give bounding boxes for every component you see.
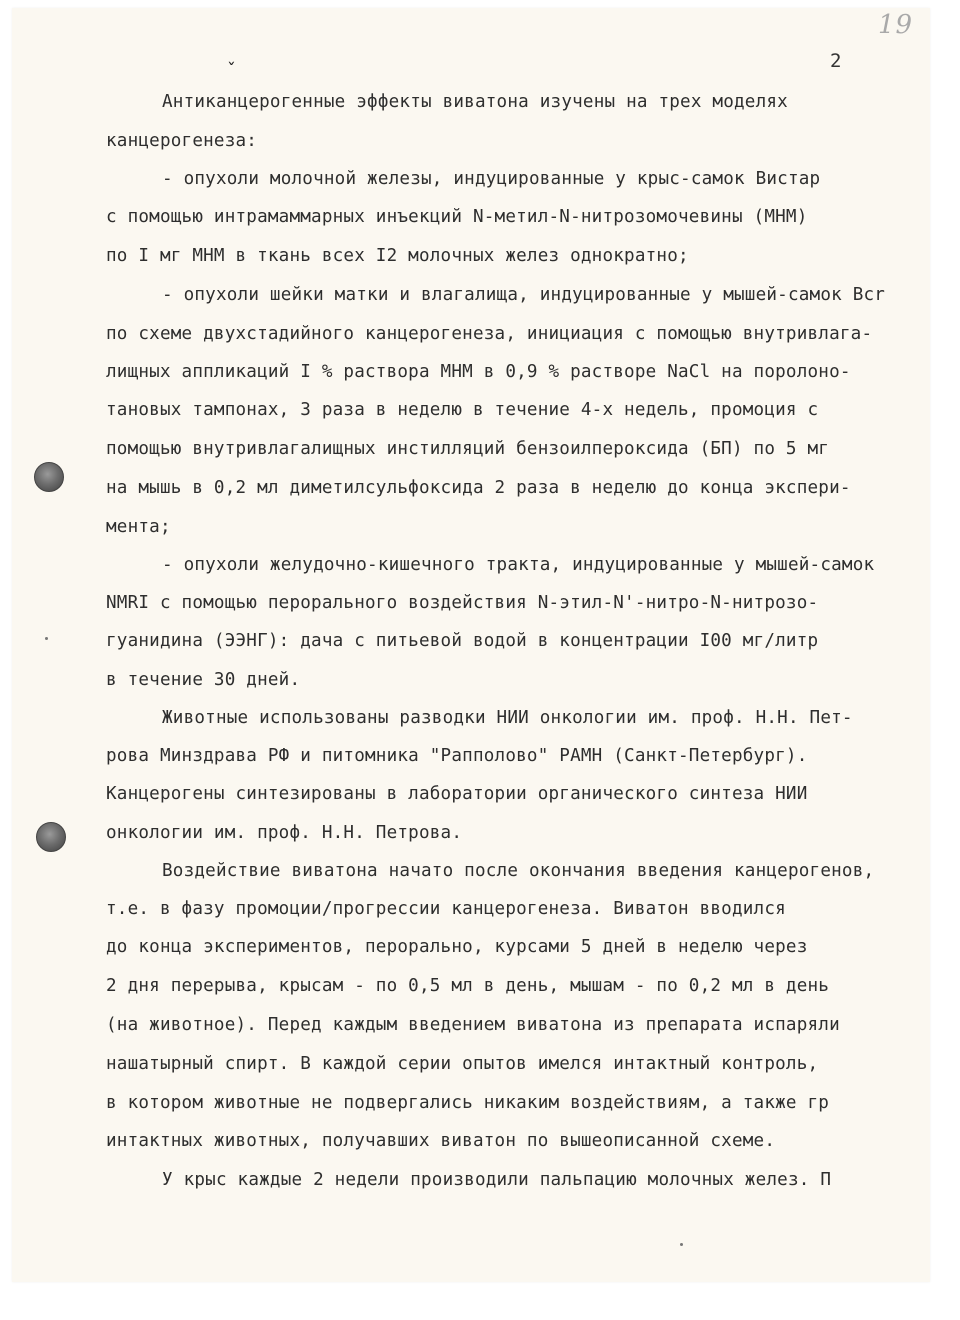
text-line: онкологии им. проф. Н.Н. Петрова. (106, 823, 463, 843)
text-line: NMRI с помощью перорального воздействия N-этил-N'-нитро-N-нитрозо- (106, 593, 819, 613)
text-line: нашатырный спирт. В каждой серии опытов имелся интактный контроль, (106, 1054, 819, 1074)
text-line: (на животное). Перед каждым введением виватона из препарата испаряли (106, 1015, 840, 1035)
text-line: Антиканцерогенные эффекты виватона изучены на трех моделях (162, 92, 788, 112)
archive-folio-number: 19 (878, 10, 914, 40)
text-line: на мышь в 0,2 мл диметилсульфоксида 2 раза в неделю до конца экспери- (106, 478, 851, 498)
speck-mark (680, 1243, 683, 1246)
text-line: У крыс каждые 2 недели производили пальпацию молочных желез. П (162, 1170, 832, 1190)
punch-hole-upper (34, 462, 64, 492)
text-line: гуанидина (ЭЭНГ): дача с питьевой водой в концентрации I00 мг/литр (106, 631, 819, 651)
text-line: 2 дня перерыва, крысам - по 0,5 мл в день, мышам - по 0,2 мл в день (106, 976, 830, 996)
text-line: в котором животные не подвергались никаким воздействиям, а также гр (106, 1093, 830, 1113)
text-line: с помощью интрамаммарных инъекций N-метил-N-нитрозомочевины (МНМ) (106, 207, 808, 227)
text-line: - опухоли молочной железы, индуцированные у крыс-самок Вистар (162, 169, 821, 189)
text-line: до конца экспериментов, перорально, курсами 5 дней в неделю через (106, 937, 808, 957)
text-line: помощью внутривлагалищных инстилляций бензоилпероксида (БП) по 5 мг (106, 439, 830, 459)
margin-tick-mark: ˇ (226, 60, 237, 81)
text-line: мента; (106, 517, 171, 537)
text-line: - опухоли желудочно-кишечного тракта, индуцированные у мышей-самок (162, 555, 875, 575)
punch-hole-lower (36, 822, 66, 852)
text-line: Воздействие виватона начато после окончания введения канцерогенов, (162, 861, 875, 881)
speck-mark (45, 637, 48, 640)
text-line: Животные использованы разводки НИИ онкологии им. проф. Н.Н. Пет- (162, 708, 853, 728)
text-line: тановых тампонах, 3 раза в неделю в течение 4-х недель, промоция с (106, 400, 819, 420)
text-line: интактных животных, получавших виватон по вышеописанной схеме. (106, 1131, 776, 1151)
page-number: 2 (830, 50, 842, 72)
text-line: Канцерогены синтезированы в лаборатории органического синтеза НИИ (106, 784, 808, 804)
text-line: лищных аппликаций I % раствора МНМ в 0,9 % растворе NaCl на поролоно- (106, 362, 851, 382)
text-line: по схеме двухстадийного канцерогенеза, инициация с помощью внутривлага- (106, 324, 873, 344)
text-line: - опухоли шейки матки и влагалища, индуцированные у мышей-самок Bcr (162, 285, 886, 305)
text-line: рова Минздрава РФ и питомника "Рапполово" РАМН (Санкт-Петербург). (106, 746, 808, 766)
text-line: канцерогенеза: (106, 131, 258, 151)
text-line: т.е. в фазу промоции/прогрессии канцерогенеза. Виватон вводился (106, 899, 786, 919)
text-line: по I мг МНМ в ткань всех I2 молочных желез однократно; (106, 246, 689, 266)
text-line: в течение 30 дней. (106, 670, 301, 690)
